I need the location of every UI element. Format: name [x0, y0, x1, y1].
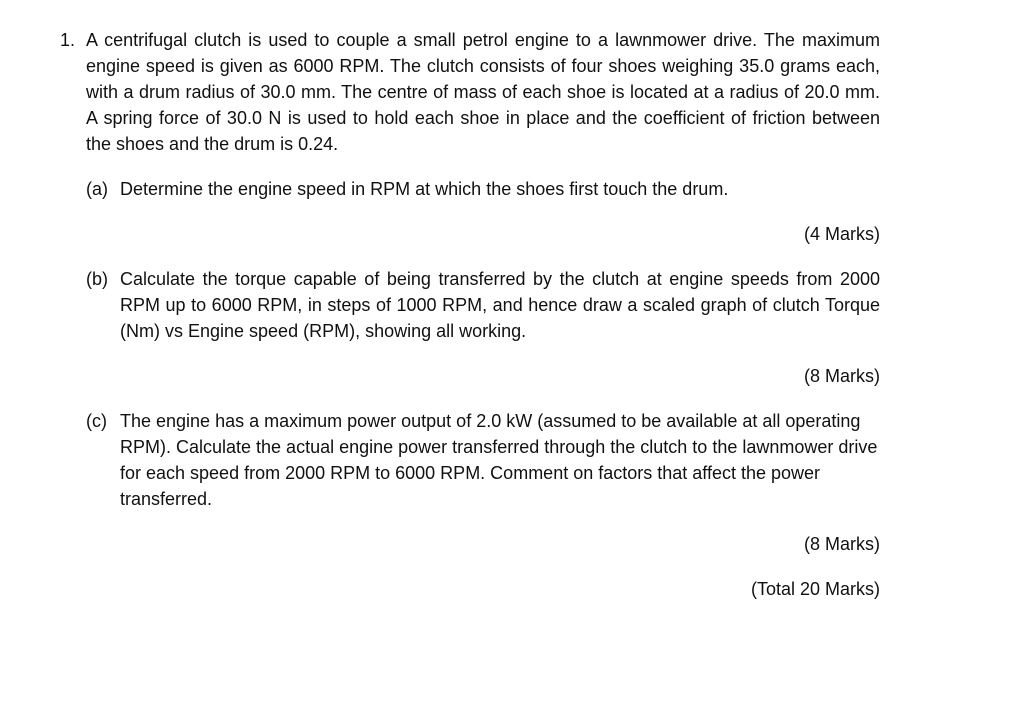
part-a-label: (a) — [86, 179, 108, 199]
part-b-text: Calculate the torque capable of being transferred by the clutch at engine speeds from 2000 RPM up to 6000 RPM, in steps of 1000 RPM, and hence draw a scaled graph of clutch Torque (Nm) vs Engine speed (RPM), showing all working. — [120, 269, 880, 341]
part-a-text: Determine the engine speed in RPM at which the shoes first touch the drum. — [120, 179, 729, 199]
part-c — [86, 408, 880, 512]
part-b-marks: (8 Marks) — [804, 366, 880, 386]
part-b-label: (b) — [86, 269, 108, 289]
question-1 — [60, 27, 880, 602]
part-b — [86, 266, 880, 344]
question-stem — [60, 27, 880, 157]
part-a — [86, 176, 880, 202]
part-c-marks: (8 Marks) — [804, 534, 880, 554]
question-intro: A centrifugal clutch is used to couple a small petrol engine to a lawnmower drive. The maximum engine speed is given as 6000 RPM. The clutch consists of four shoes weighing 35.0 grams each, with a drum radius of 30.0 mm. The centre of mass of each shoe is located at a radius of 20.0 mm. A spring force of 30.0 N is used to hold each shoe in place and the coefficient of friction between the shoes and the drum is 0.24. — [86, 30, 880, 154]
total-marks: (Total 20 Marks) — [750, 579, 880, 599]
part-c-text: The engine has a maximum power output of 2.0 kW (assumed to be available at all operating RPM). Calculate the actual engine power transferred through the clutch to the lawnmower drive for each speed from 2000 RPM to 6000 RPM. Comment on factors that affect the power transferred. — [120, 411, 878, 509]
part-c-label: (c) — [86, 411, 107, 431]
question-number: 1. — [60, 30, 76, 50]
part-a-marks: (4 Marks) — [804, 224, 880, 244]
